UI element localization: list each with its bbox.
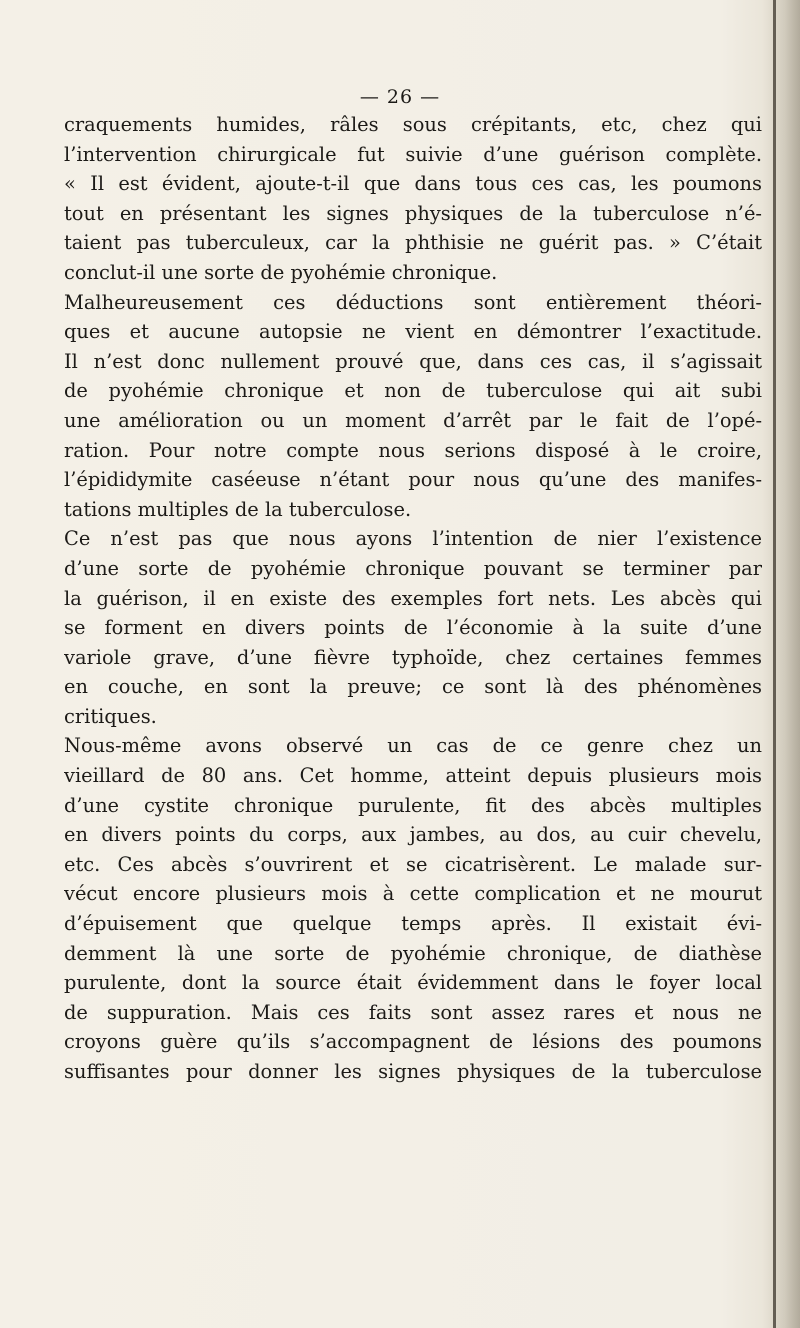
text-line: d’une sorte de pyohémie chronique pouvant se terminer par	[64, 556, 762, 580]
text-line: craquements humides, râles sous crépitants, etc, chez qui	[64, 113, 762, 136]
text-line: demment là une sorte de pyohémie chronique, de diathèse	[64, 941, 762, 965]
text-line: une amélioration ou un moment d’arrêt par le fait de l’opé-	[64, 408, 762, 432]
text-line: en divers points du corps, aux jambes, au dos, au cuir chevelu,	[64, 823, 762, 847]
text-line: purulente, dont la source était évidemment dans le foyer local	[64, 971, 762, 995]
text-line: tout en présentant les signes physiques de la tuberculose n’é-	[64, 201, 762, 225]
text-line: taient pas tuberculeux, car la phthisie ne guérit pas. » C’était	[64, 231, 762, 255]
text-line: Ce n’est pas que nous ayons l’intention de nier l’existence	[64, 527, 762, 551]
text-line: d’une cystite chronique purulente, fit des abcès multiples	[64, 793, 762, 817]
text-line: critiques.	[64, 704, 157, 728]
text-line: ques et aucune autopsie ne vient en démontrer l’exactitude.	[64, 320, 762, 344]
text-line: ration. Pour notre compte nous serions disposé à le croire,	[64, 438, 762, 462]
page-number: — 26 —	[359, 86, 441, 108]
text-line: Il n’est donc nullement prouvé que, dans ces cas, il s’agissait	[64, 349, 762, 373]
text-line: « Il est évident, ajoute-t-il que dans tous ces cas, les poumons	[64, 172, 762, 196]
text-line: de suppuration. Mais ces faits sont assez rares et nous ne	[64, 1000, 762, 1024]
binding-shadow	[762, 0, 800, 1328]
text-line: variole grave, d’une fièvre typhoïde, chez certaines femmes	[64, 645, 762, 669]
text-line: de pyohémie chronique et non de tuberculose qui ait subi	[64, 379, 762, 403]
text-line: etc. Ces abcès s’ouvrirent et se cicatrisèrent. Le malade sur-	[64, 852, 762, 876]
text-line: Malheureusement ces déductions sont entièrement théori-	[64, 290, 762, 314]
text-line: tations multiples de la tuberculose.	[64, 497, 412, 521]
text-line: en couche, en sont la preuve; ce sont là des phénomènes	[64, 675, 762, 699]
text-line: l’intervention chirurgicale fut suivie d’une guérison complète.	[64, 142, 762, 166]
binding-edge	[773, 0, 776, 1328]
text-line: conclut-il une sorte de pyohémie chronique.	[64, 260, 498, 284]
text-line: Nous-même avons observé un cas de ce genre chez un	[64, 734, 762, 758]
text-line: la guérison, il en existe des exemples fort nets. Les abcès qui	[64, 586, 762, 610]
text-line: vieillard de 80 ans. Cet homme, atteint depuis plusieurs mois	[64, 764, 762, 788]
text-line: d’épuisement que quelque temps après. Il existait évi-	[64, 912, 762, 936]
text-line: vécut encore plusieurs mois à cette complication et ne mourut	[64, 882, 762, 906]
body-text	[64, 110, 762, 1087]
text-line: croyons guère qu’ils s’accompagnent de lésions des poumons	[64, 1030, 762, 1054]
text-line: l’épididymite caséeuse n’étant pour nous qu’une des manifes-	[64, 468, 762, 492]
text-line: suffisantes pour donner les signes physiques de la tuberculose	[64, 1060, 762, 1083]
text-line: se forment en divers points de l’économie à la suite d’une	[64, 616, 762, 640]
